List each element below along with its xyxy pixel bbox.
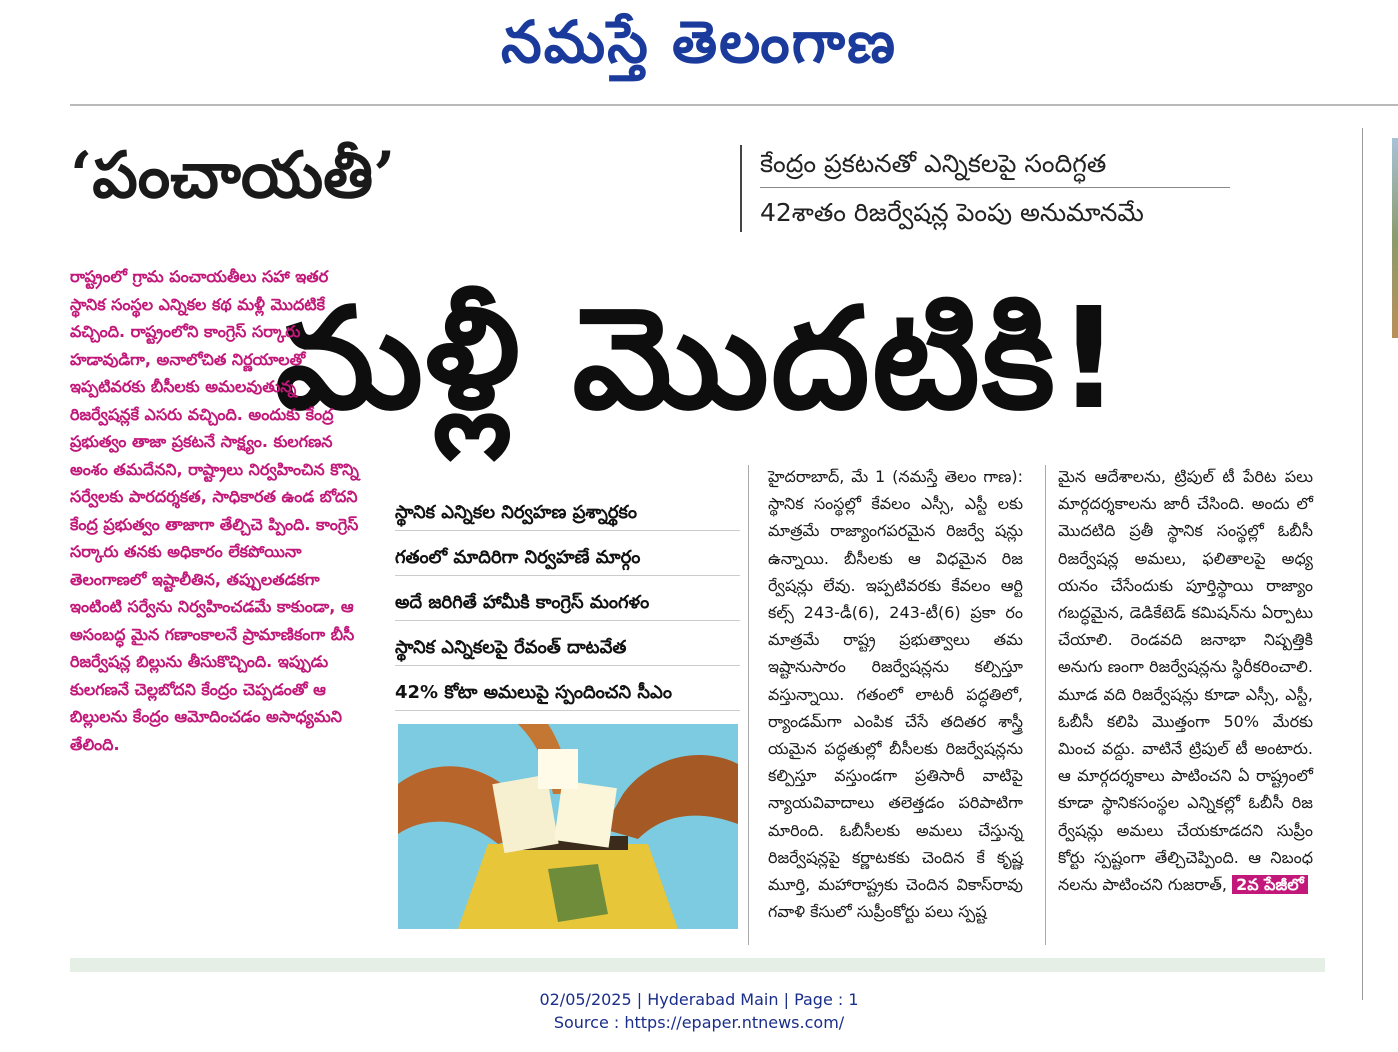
deck-line-1: కేంద్రం ప్రకటనతో ఎన్నికలపై సందిగ్ధత (760, 145, 1230, 188)
footer-source-link[interactable]: Source : https://epaper.ntnews.com/ (553, 1013, 845, 1032)
deck (740, 145, 1230, 232)
highlight-point: స్థానిక ఎన్నికలపై రేవంత్ దాటవేత (395, 631, 740, 666)
highlight-point: స్థానిక ఎన్నికల నిర్వహణ ప్రశ్నార్థకం (395, 496, 740, 531)
highlight-point: అదే జరిగితే హామీకి కాంగ్రెస్ మంగళం (395, 586, 740, 621)
highlight-point: గతంలో మాదిరిగా నిర్వహణే మార్గం (395, 541, 740, 576)
highlight-point: 42% కోటా అమలుపై స్పందించని సీఎం (395, 676, 740, 711)
footer (0, 988, 1398, 1034)
body-column-2 (1058, 463, 1313, 898)
lede-paragraph: రాష్ట్రంలో గ్రామ పంచాయతీలు సహా ఇతర స్థానిక సంస్థల ఎన్నికల కథ మళ్లీ మొదటికే వచ్చింది. రాష్ట్రంలోని కాంగ్రెస్ సర్కారు హడావుడిగా, అనాలోచిత నిర్ణయాలతో ఇప్పటివరకు బీసీలకు అమలవుతున్న రిజర్వేషన్లకే ఎసరు వచ్చింది. అందుకు కేంద్ర ప్రభుత్వం తాజా ప్రకటనే సాక్ష్యం. కులగణన అంశం తమదేనని, రాష్ట్రాలు నిర్వహించిన కొన్ని సర్వేలకు పారదర్శకత, సాధికారత ఉండ బోదని కేంద్ర ప్రభుత్వం తాజాగా తేల్చిచె ప్పింది. కాంగ్రెస్ సర్కారు తనకు అధికారం లేకపోయినా తెలంగాణలో ఇష్టాలీతిన, తప్పులతడకగా ఇంటింటి సర్వేను నిర్వహించడమే కాకుండా, ఆ అసంబద్ధ మైన గణాంకాలనే ప్రామాణికంగా బీసీ రిజర్వేషన్ల బిల్లును తీసుకొచ్చింది. ఇప్పుడు కులగణనే చెల్లబోదని కేంద్రం చెప్పడంతో ఆ బిల్లులను కేంద్రం ఆమోదించడం అసాధ్యమని తేలింది. (70, 267, 359, 754)
body-column-1: హైదరాబాద్, మే 1 (నమస్తే తెలం గాణ): స్థానిక సంస్థల్లో కేవలం ఎస్సీ, ఎస్టీ లకు మాత్రమే రాజ్యాంగపరమైన రిజర్వే షన్లు ఉన్నాయి. బీసీలకు ఆ విధమైన రిజ ర్వేషన్లు లేవు. ఇప్పటివరకు కేవలం ఆర్టి కల్స్ 243-డీ(6), 243-టీ(6) ప్రకా రం మాత్రమే రాష్ట్ర ప్రభుత్వాలు తమ ఇష్టానుసారం రిజర్వేషన్లను కల్పిస్తూ వస్తున్నాయి. గతంలో లాటరీ పద్ధతిలో, ర్యాండమ్‌గా ఎంపిక చేసే తదితర శాస్త్రీ యమైన పద్ధతుల్లో బీసీలకు రిజర్వేషన్లను కల్పిస్తూ వస్తుండగా ప్రతిసారీ వాటిపై న్యాయవివాదాలు తలెత్తడం పరిపాటిగా మారింది. ఓబీసీలకు అమలు చేస్తున్న రిజర్వేషన్లపై కర్ణాటకకు చెందిన కే కృష్ణ మూర్తి, మహారాష్ట్రకు చెందిన వికాస్‌రావు గవాళి కేసులో సుప్రీంకోర్టు పలు స్పష్ట (768, 467, 1023, 922)
main-headline: మళ్లీ మొదటికి! (275, 278, 1123, 441)
kicker-heading: ‘పంచాయతీ’ (70, 138, 396, 213)
bottom-band (70, 958, 1325, 972)
deck-line-2: 42శాతం రిజర్వేషన్ల పెంపు అనుమానమే (760, 198, 1144, 227)
ballot-box-illustration (398, 724, 738, 929)
body-column-2-text: మైన ఆదేశాలను, ట్రిపుల్ టీ పేరిట పలు మార్గదర్శకాలను జారీ చేసింది. అందు లో మొదటిది ప్రతీ స్థానిక సంస్థల్లో ఓబీసీ రిజర్వేషన్ల అమలు, ఫలితాలపై అధ్య యనం చేసేందుకు పూర్తిస్థాయి రాజ్యాం గబద్ధమైన, డెడికేటెడ్ కమిషన్‌ను ఏర్పాటు చేయాలి. రెండవది జనాభా నిష్పత్తికి అనుగు ణంగా రిజర్వేషన్లను స్థిరీకరించాలి. మూడ వది రిజర్వేషన్లు కూడా ఎస్సీ, ఎస్టీ, ఓబీసీ కలిపి మొత్తంగా 50% మేరకు మించ వద్దు. వాటినే ట్రిపుల్ టీ అంటారు. ఆ మార్గదర్శకాలు పాటించని ఏ రాష్ట్రంలో కూడా స్థానికసంస్థల ఎన్నికల్లో ఓబీసీ రిజ ర్వేషన్లు అమలు చేయకూడదని సుప్రీం కోర్టు స్పష్టంగా తేల్చిచెప్పింది. ఆ నిబంధ నలను పాటించని గుజరాత్, (1058, 467, 1313, 895)
column-divider (1045, 465, 1046, 945)
adjacent-photo (1392, 138, 1398, 338)
ballot-box-icon (398, 724, 738, 929)
footer-edition-info: 02/05/2025 | Hyderabad Main | Page : 1 (539, 990, 859, 1009)
masthead: నమస్తే తెలంగాణ (501, 8, 897, 76)
column-divider (748, 465, 749, 945)
highlight-points (395, 496, 740, 721)
masthead-rule (70, 104, 1398, 106)
continued-page-link[interactable]: 2వ పేజీలో (1232, 875, 1308, 894)
